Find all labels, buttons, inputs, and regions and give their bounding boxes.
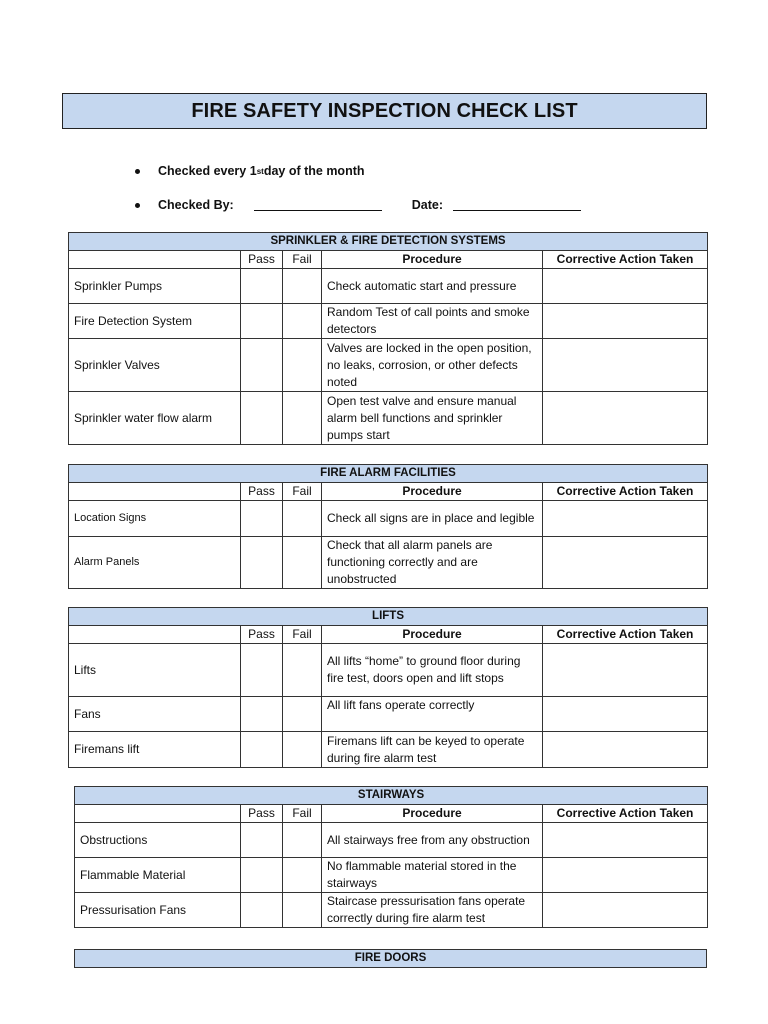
section-fire-doors xyxy=(74,949,707,968)
pass-cell[interactable] xyxy=(241,858,283,893)
col-corrective-header: Corrective Action Taken xyxy=(543,805,708,823)
row-procedure: All lift fans operate correctly xyxy=(322,697,543,732)
pass-cell[interactable] xyxy=(241,697,283,732)
col-pass-header: Pass xyxy=(241,805,283,823)
row-procedure: Firemans lift can be keyed to operate during fire alarm test xyxy=(322,732,543,768)
pass-cell[interactable] xyxy=(241,644,283,697)
col-fail-header: Fail xyxy=(283,251,322,269)
corrective-cell[interactable] xyxy=(543,339,708,392)
row-item: Alarm Panels xyxy=(69,537,241,589)
fail-cell[interactable] xyxy=(283,339,322,392)
checked-every-sup: st xyxy=(256,166,264,176)
section-lifts xyxy=(68,607,708,768)
col-procedure-header: Procedure xyxy=(322,805,543,823)
row-item: Lifts xyxy=(69,644,241,697)
corrective-cell[interactable] xyxy=(543,697,708,732)
section-fire-alarm xyxy=(68,464,708,589)
section-stairways xyxy=(74,786,708,928)
row-procedure: All lifts “home” to ground floor during fire test, doors open and lift stops xyxy=(322,644,543,697)
pass-cell[interactable] xyxy=(241,304,283,339)
section-title: FIRE ALARM FACILITIES xyxy=(69,465,708,483)
row-item: Fire Detection System xyxy=(69,304,241,339)
date-label: Date: xyxy=(411,198,443,212)
document-title: FIRE SAFETY INSPECTION CHECK LIST xyxy=(62,93,707,129)
corrective-cell[interactable] xyxy=(543,537,708,589)
checked-every-text: Checked every 1 xyxy=(158,164,257,178)
col-corrective-header: Corrective Action Taken xyxy=(543,251,708,269)
row-procedure: Check that all alarm panels are functioning correctly and are unobstructed xyxy=(322,537,543,589)
row-procedure: Staircase pressurisation fans operate correctly during fire alarm test xyxy=(322,893,543,928)
corrective-cell[interactable] xyxy=(543,732,708,768)
row-item: Fans xyxy=(69,697,241,732)
bullet-checked-by xyxy=(135,198,581,212)
bullet-dot xyxy=(135,203,140,208)
row-item: Sprinkler Valves xyxy=(69,339,241,392)
col-corrective-header: Corrective Action Taken xyxy=(543,626,708,644)
checked-by-label: Checked By: xyxy=(158,198,234,212)
corrective-cell[interactable] xyxy=(543,858,708,893)
section-title: SPRINKLER & FIRE DETECTION SYSTEMS xyxy=(69,233,708,251)
corrective-cell[interactable] xyxy=(543,392,708,445)
col-corrective-header: Corrective Action Taken xyxy=(543,483,708,501)
row-procedure: Check automatic start and pressure xyxy=(322,269,543,304)
corrective-cell[interactable] xyxy=(543,269,708,304)
col-item-header xyxy=(69,251,241,269)
corrective-cell[interactable] xyxy=(543,823,708,858)
col-fail-header: Fail xyxy=(283,805,322,823)
pass-cell[interactable] xyxy=(241,501,283,537)
row-item: Flammable Material xyxy=(75,858,241,893)
fail-cell[interactable] xyxy=(283,304,322,339)
row-procedure: No flammable material stored in the stairways xyxy=(322,858,543,893)
corrective-cell[interactable] xyxy=(543,304,708,339)
section-title: LIFTS xyxy=(69,608,708,626)
fail-cell[interactable] xyxy=(283,644,322,697)
pass-cell[interactable] xyxy=(241,537,283,589)
row-procedure: Open test valve and ensure manual alarm bell functions and sprinkler pumps start xyxy=(322,392,543,445)
bullet-dot xyxy=(135,169,140,174)
col-item-header xyxy=(69,626,241,644)
fail-cell[interactable] xyxy=(283,269,322,304)
col-procedure-header: Procedure xyxy=(322,626,543,644)
col-fail-header: Fail xyxy=(283,483,322,501)
pass-cell[interactable] xyxy=(241,823,283,858)
checked-by-line[interactable] xyxy=(254,200,382,211)
pass-cell[interactable] xyxy=(241,269,283,304)
row-procedure: All stairways free from any obstruction xyxy=(322,823,543,858)
col-pass-header: Pass xyxy=(241,626,283,644)
row-item: Firemans lift xyxy=(69,732,241,768)
row-procedure: Check all signs are in place and legible xyxy=(322,501,543,537)
col-procedure-header: Procedure xyxy=(322,483,543,501)
pass-cell[interactable] xyxy=(241,392,283,445)
section-sprinkler xyxy=(68,232,708,445)
pass-cell[interactable] xyxy=(241,339,283,392)
pass-cell[interactable] xyxy=(241,893,283,928)
fail-cell[interactable] xyxy=(283,893,322,928)
checked-every-rest: day of the month xyxy=(263,164,365,178)
corrective-cell[interactable] xyxy=(543,501,708,537)
row-item: Pressurisation Fans xyxy=(75,893,241,928)
fail-cell[interactable] xyxy=(283,732,322,768)
col-item-header xyxy=(75,805,241,823)
col-pass-header: Pass xyxy=(241,483,283,501)
col-pass-header: Pass xyxy=(241,251,283,269)
section-title: STAIRWAYS xyxy=(75,787,708,805)
bullet-checked-every xyxy=(135,164,365,178)
section-title: FIRE DOORS xyxy=(75,950,707,968)
col-item-header xyxy=(69,483,241,501)
date-line[interactable] xyxy=(453,200,581,211)
corrective-cell[interactable] xyxy=(543,644,708,697)
col-fail-header: Fail xyxy=(283,626,322,644)
corrective-cell[interactable] xyxy=(543,893,708,928)
col-procedure-header: Procedure xyxy=(322,251,543,269)
fail-cell[interactable] xyxy=(283,858,322,893)
fail-cell[interactable] xyxy=(283,697,322,732)
pass-cell[interactable] xyxy=(241,732,283,768)
row-item: Location Signs xyxy=(69,501,241,537)
row-item: Obstructions xyxy=(75,823,241,858)
fail-cell[interactable] xyxy=(283,537,322,589)
row-procedure: Random Test of call points and smoke detectors xyxy=(322,304,543,339)
fail-cell[interactable] xyxy=(283,392,322,445)
row-procedure: Valves are locked in the open position, no leaks, corrosion, or other defects noted xyxy=(322,339,543,392)
fail-cell[interactable] xyxy=(283,823,322,858)
row-item: Sprinkler water flow alarm xyxy=(69,392,241,445)
row-item: Sprinkler Pumps xyxy=(69,269,241,304)
fail-cell[interactable] xyxy=(283,501,322,537)
